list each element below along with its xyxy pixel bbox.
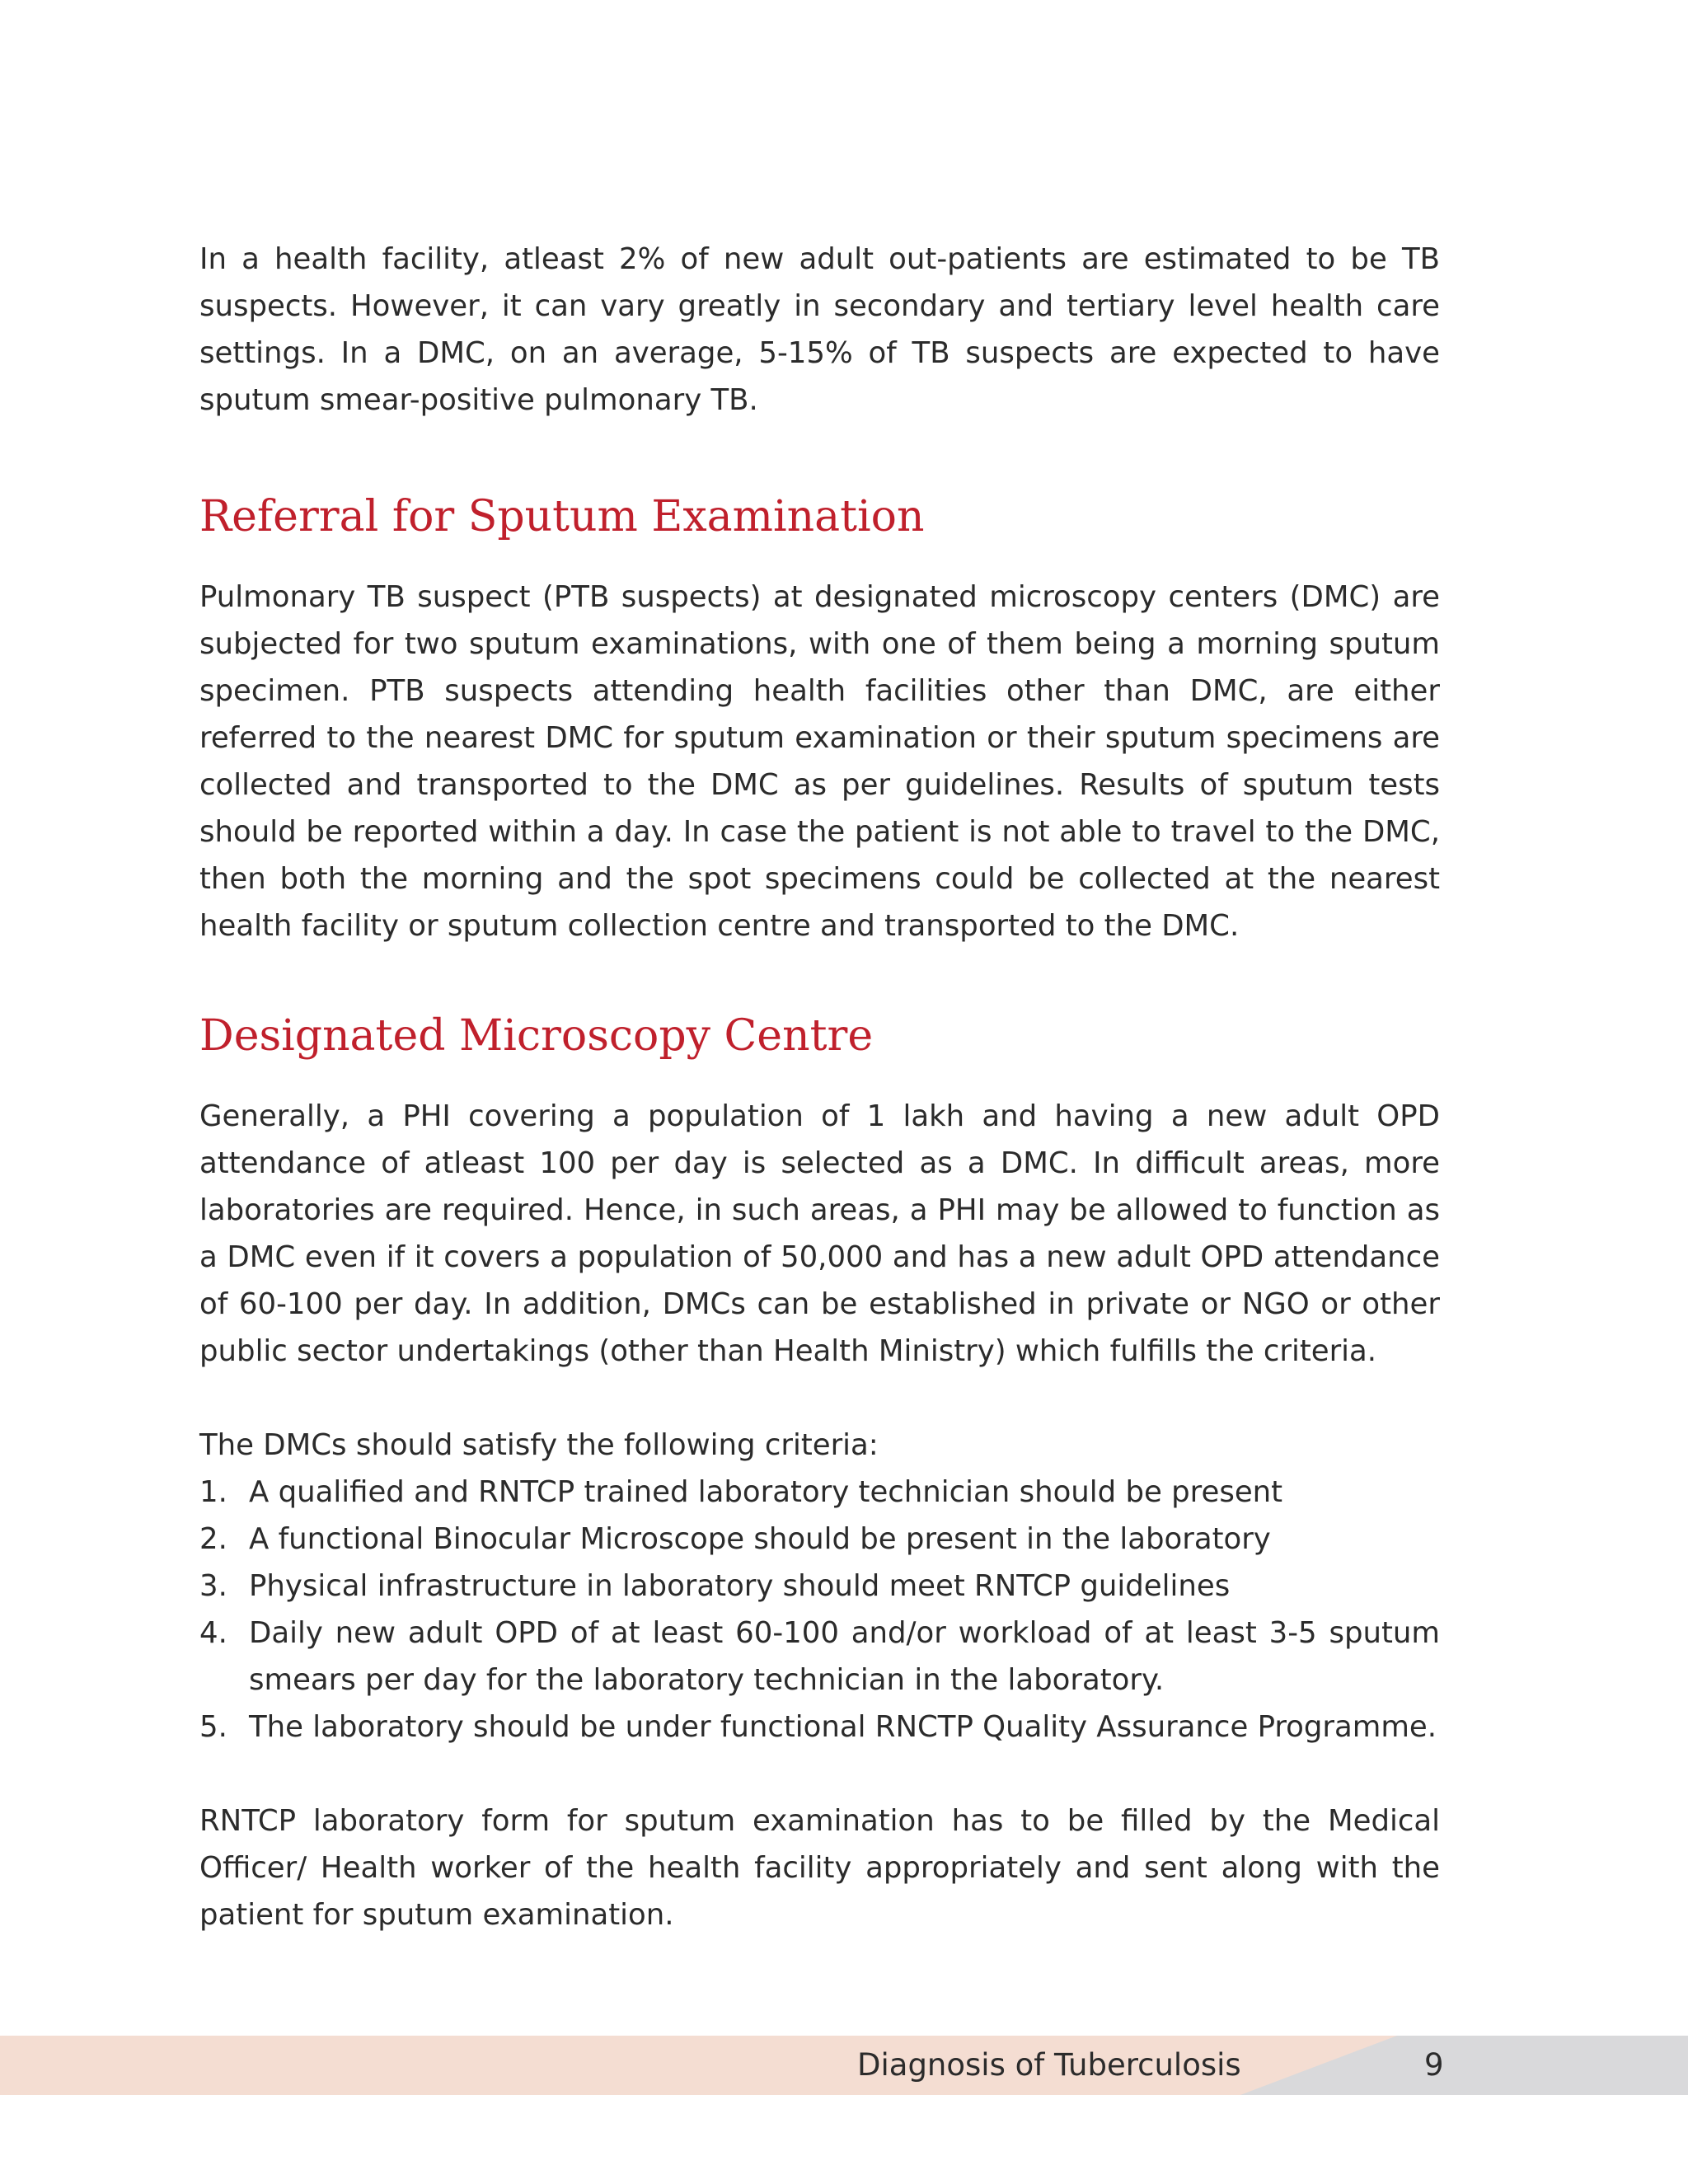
criteria-item: [199, 1704, 1440, 1750]
footer-title: Diagnosis of Tuberculosis: [857, 2047, 1241, 2083]
criteria-text: Daily new adult OPD of at least 60-100 and/or workload of at least 3-5 sputum smears per day for the laboratory technician in the laboratory.: [249, 1616, 1440, 1697]
criteria-text: A functional Binocular Microscope should be present in the laboratory: [249, 1522, 1271, 1556]
criteria-number: 2.: [199, 1522, 227, 1556]
form-paragraph: RNTCP laboratory form for sputum examination has to be filled by the Medical Officer/ Health worker of the health facility appropriately and sent along with the patient for sputum examination.: [199, 1804, 1440, 1932]
page-number: 9: [1424, 2047, 1444, 2083]
criteria-item: [199, 1469, 1440, 1516]
criteria-number: 1.: [199, 1475, 227, 1509]
criteria-text: Physical infrastructure in laboratory should meet RNTCP guidelines: [249, 1569, 1231, 1603]
dmc-paragraph: Generally, a PHI covering a population of 1 lakh and having a new adult OPD attendance of atleast 100 per day is selected as a DMC. In difficult areas, more laboratories are required. Hence, in such areas, a PHI may be allowed to function as a DMC even if it covers a population of 50,000 and has a new adult OPD attendance of 60-100 per day. In addition, DMCs can be established in private or NGO or other public sector undertakings (other than Health Ministry) which fulfills the criteria.: [199, 1099, 1440, 1368]
criteria-item: [199, 1563, 1440, 1610]
referral-heading: Referral for Sputum Examination: [199, 492, 925, 541]
criteria-number: 3.: [199, 1569, 227, 1603]
criteria-number: 5.: [199, 1710, 227, 1744]
dmc-heading: Designated Microscopy Centre: [199, 1011, 874, 1061]
intro-paragraph: In a health facility, atleast 2% of new adult out-patients are estimated to be TB suspects. However, it can vary greatly in secondary and tertiary level health care settings. In a DMC, on an average, 5-15% of TB suspects are expected to have sputum smear-positive pulmonary TB.: [199, 242, 1440, 417]
criteria-intro: The DMCs should satisfy the following criteria:: [199, 1428, 879, 1462]
criteria-list: [199, 1469, 1440, 1750]
page-content: [199, 236, 1440, 1938]
page-footer: [0, 2036, 1688, 2095]
criteria-item: [199, 1516, 1440, 1563]
criteria-text: The laboratory should be under functional RNCTP Quality Assurance Programme.: [249, 1710, 1437, 1744]
criteria-text: A qualified and RNTCP trained laboratory technician should be present: [249, 1475, 1283, 1509]
criteria-number: 4.: [199, 1616, 227, 1650]
criteria-item: [199, 1610, 1440, 1704]
referral-paragraph: Pulmonary TB suspect (PTB suspects) at designated microscopy centers (DMC) are subjected for two sputum examinations, with one of them being a morning sputum specimen. PTB suspects attending health facilities other than DMC, are either referred to the nearest DMC for sputum examination or their sputum specimens are collected and transported to the DMC as per guidelines. Results of sputum tests should be reported within a day. In case the patient is not able to travel to the DMC, then both the morning and the spot specimens could be collected at the nearest health facility or sputum collection centre and transported to the DMC.: [199, 580, 1440, 943]
